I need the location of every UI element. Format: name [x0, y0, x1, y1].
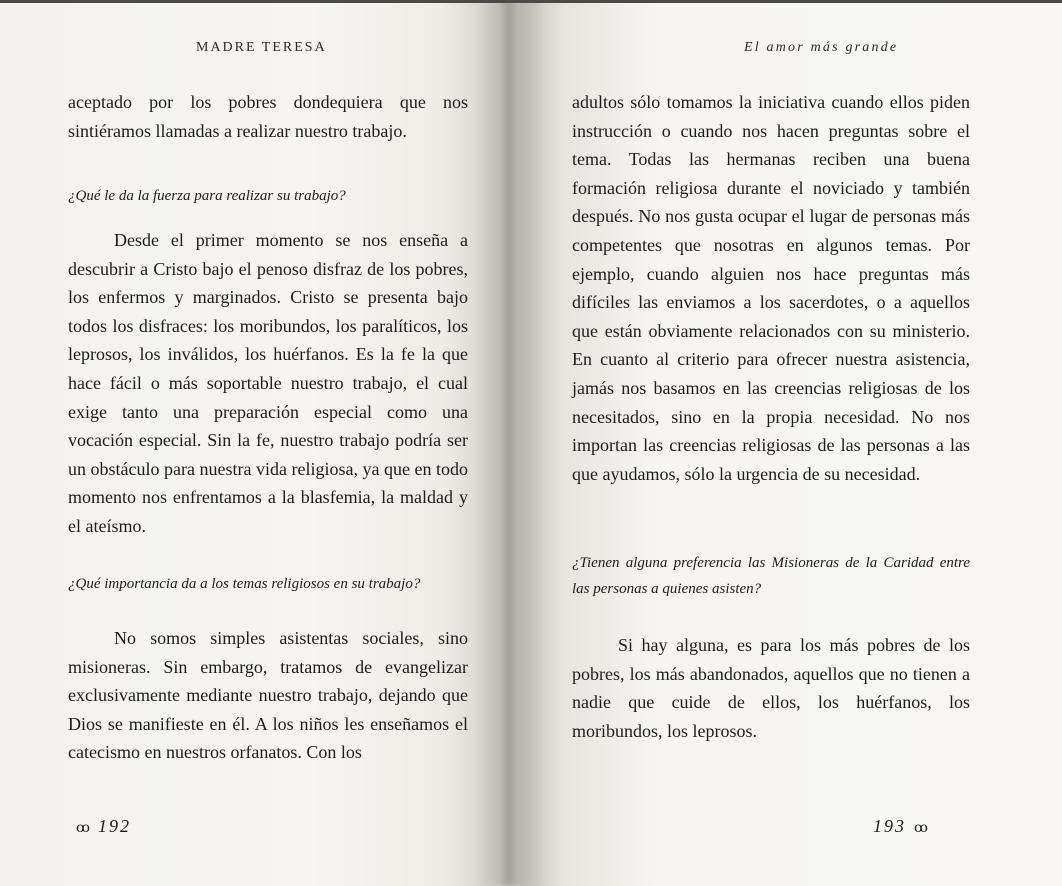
left-continuation-paragraph	[68, 88, 468, 145]
left-question-2	[68, 571, 468, 597]
ornament-icon: ꝏ	[914, 821, 928, 836]
ornament-icon: ꝏ	[76, 821, 90, 836]
answer-1-text: Desde el primer momento se nos enseña a descubrir a Cristo bajo el penoso disfraz de los pobres, los enfermos y marginados. Cristo se presenta bajo todos los disfraces: los moribundos, los paralíticos, los leprosos, los inválidos, los huérfanos. Es la fe la que hace fácil o más soportable nuestro trabajo, el cual exige tanto una preparación especial como una vocación especial. Sin la fe, nuestro trabajo podría ser un obstáculo para nuestra vida religiosa, ya que en todo momento nos enfrentamos a la blasfemia, la maldad y el ateísmo.	[68, 230, 468, 536]
left-page-number: 192	[98, 816, 131, 836]
left-answer-2	[68, 624, 468, 767]
question-1-text: ¿Qué le da la fuerza para realizar su trabajo?	[68, 188, 346, 204]
right-running-head: El amor más grande	[744, 40, 899, 55]
left-folio	[68, 816, 131, 837]
right-page-number: 193	[873, 816, 906, 836]
left-answer-1	[68, 226, 468, 541]
right-answer	[572, 631, 970, 745]
left-running-head: MADRE TERESA	[196, 40, 327, 55]
question-2-text: ¿Qué importancia da a los temas religiosos en su trabajo?	[68, 576, 421, 592]
right-question-text: ¿Tienen alguna preferencia las Misioneras de la Caridad entre las personas a quienes asisten?	[572, 555, 970, 597]
right-continuation-text: adultos sólo tomamos la iniciativa cuando ellos piden instrucción o cuando nos hacen preguntas sobre el tema. Todas las hermanas reciben una buena formación religiosa durante el noviciado y también después. No nos gusta ocupar el lugar de personas más competentes que nosotras en algunos temas. Por ejemplo, cuando alguien nos hace preguntas más difíciles las enviamos a los sacerdotes, o a aquellos que están obviamente relacionados con su ministerio. En cuanto al criterio para ofrecer nuestra asistencia, jamás nos basamos en las creencias religiosas de los necesitados, sino en la propia necesidad. No nos importan las creencias religiosas de las personas a las que ayudamos, sólo la urgencia de su necesidad.	[572, 92, 970, 484]
book-gutter	[474, 0, 544, 886]
left-continuation-text: aceptado por los pobres dondequiera que nos sintiéramos llamadas a realizar nuestro trabajo.	[68, 92, 468, 141]
right-question	[572, 550, 970, 602]
answer-2-text: No somos simples asistentas sociales, sino misioneras. Sin embargo, tratamos de evangelizar exclusivamente mediante nuestro trabajo, dejando que Dios se manifieste en él. A los niños les enseñamos el catecismo en nuestros orfanatos. Con los	[68, 628, 468, 763]
right-answer-text: Si hay alguna, es para los más pobres de los pobres, los más abandonados, aquellos que no tienen a nadie que cuide de ellos, los huérfanos, los moribundos, los leprosos.	[572, 635, 970, 741]
scan-top-edge	[0, 0, 1062, 3]
right-folio	[873, 816, 936, 837]
left-question-1	[68, 183, 468, 209]
right-continuation-paragraph	[572, 88, 970, 488]
